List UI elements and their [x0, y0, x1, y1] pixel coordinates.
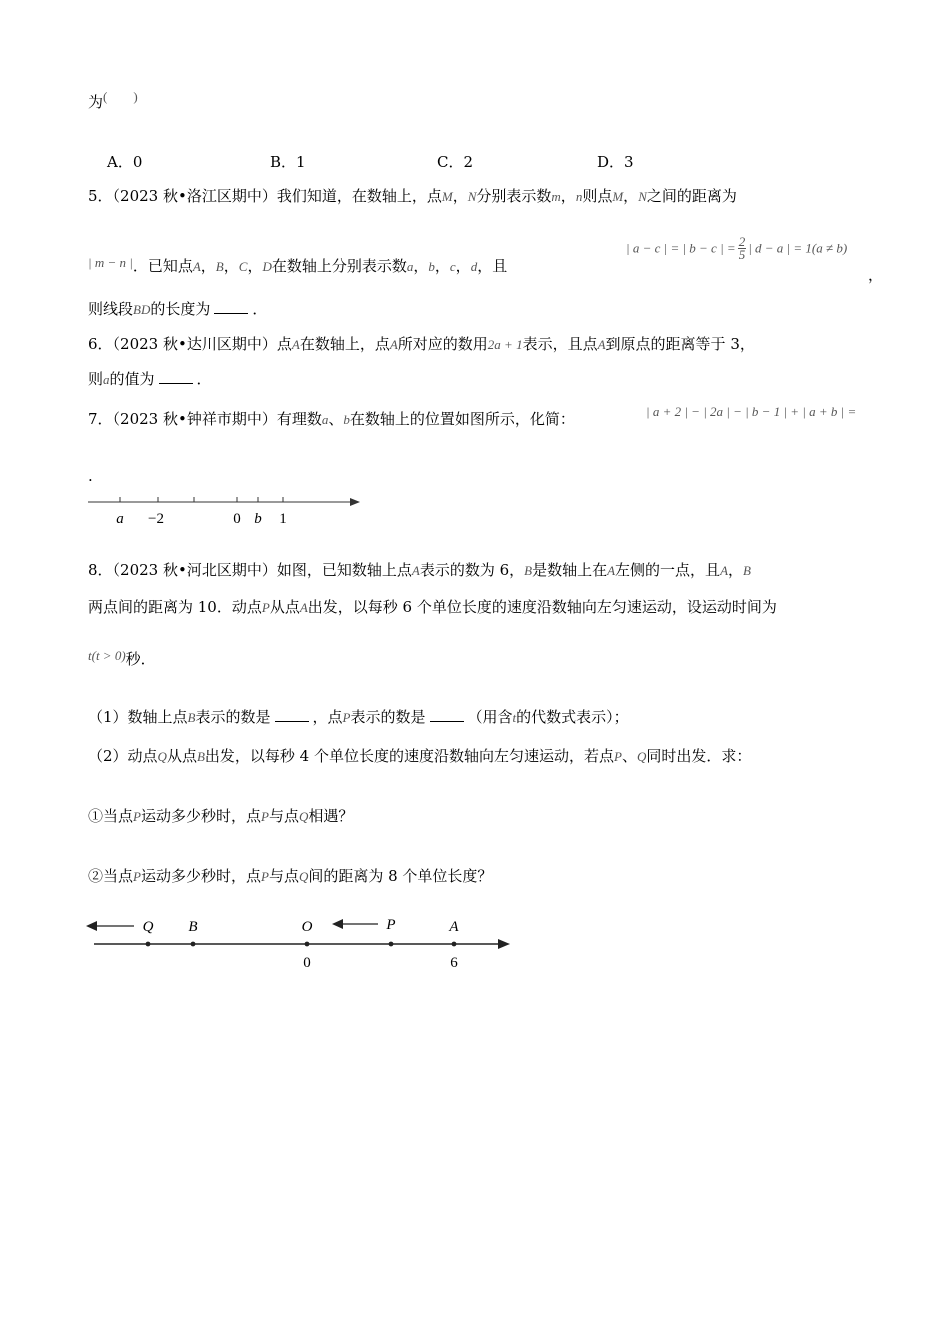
q5-line-1: 5．（2023 秋•洛江区期中）我们知道，在数轴上，点M，N分别表示数m，n则点M，N之间的距离为 — [88, 187, 737, 205]
q8-text: 间的距离为 8 个单位长度？ — [308, 867, 493, 885]
q5-point-d: D — [262, 259, 272, 274]
q5-var-n-point: N — [638, 189, 647, 204]
q8-point-q-dot — [146, 942, 151, 947]
q8-line-1: 8．（2023 秋•河北区期中）如图，已知数轴上点A表示的数为 6，B是数轴上在A左侧的一点，且A，B — [88, 561, 751, 579]
q8-text: 左侧的一点，且 — [615, 561, 721, 579]
q5-text: 在数轴上分别表示数 — [271, 257, 407, 275]
q4-option-b: B．1 — [270, 153, 306, 171]
q8-text: ①当点 — [88, 807, 134, 825]
q8-point-a: A — [299, 600, 308, 615]
q8-blank-p[interactable] — [430, 707, 464, 722]
q8-sub1 — [88, 806, 353, 827]
q5-comma: ， — [868, 266, 884, 284]
q8-label-p: P — [386, 917, 396, 933]
q8-label-o: O — [301, 919, 313, 935]
q8-point-p-dot — [389, 942, 394, 947]
q8-text: 从点 — [166, 747, 197, 765]
q8-var-t: t — [512, 710, 517, 725]
q5-var-b: b — [428, 259, 435, 274]
q4-tail-text: 为 — [88, 93, 104, 111]
q6-text: 的值为 — [109, 370, 155, 388]
q8-text: 两点间的距离为 10．动点 — [88, 598, 262, 616]
q5-segment-bd: BD — [133, 302, 151, 317]
q8-q-direction-arrowhead — [86, 921, 97, 931]
q7-number-line-figure — [84, 492, 374, 532]
q7-label-1: 1 — [279, 511, 287, 527]
q5-line-2: | m − n |．已知点A，B，C，D在数轴上分别表示数a，b，c，d，且 — [88, 255, 508, 275]
q5-var-d: d — [470, 259, 478, 274]
q8-point-b: B — [743, 563, 751, 578]
q7-axis-arrow — [350, 498, 360, 506]
q8-label-zero: 0 — [303, 955, 311, 971]
q8-part2: （2）动点Q从点B出发，以每秒 4 个单位长度的速度沿数轴向左匀速运动，若点P、Q同时出发．求： — [88, 747, 752, 765]
q5-line-3: 则线段BD的长度为 ． — [88, 300, 268, 318]
q8-point-q: Q — [298, 809, 309, 824]
q8-point-a: A — [411, 563, 420, 578]
q8-sub2 — [88, 866, 492, 887]
q8-text: ②当点 — [88, 867, 134, 885]
q6-text: 到原点的距离等于 3， — [605, 335, 755, 353]
q6-text: 表示，且点 — [522, 335, 598, 353]
q5-text: 则点 — [582, 187, 613, 205]
q5-number: 5． — [88, 187, 113, 205]
q8-point-b: B — [187, 710, 196, 725]
q5-abs-m-minus-n: | m − n | — [88, 255, 133, 270]
q7-sep: 、 — [328, 410, 344, 428]
q5-text: 我们知道，在数轴上，点 — [276, 187, 442, 205]
q5-point-b: B — [215, 259, 224, 274]
q4-option-c: C．2 — [437, 153, 474, 171]
q8-text: 表示的数为 6， — [419, 561, 525, 579]
q8-point-p: P — [133, 809, 141, 824]
q8-point-q: Q — [298, 869, 309, 884]
q6-text: 所对应的数用 — [397, 335, 488, 353]
q7-line-2: . — [88, 467, 93, 485]
q8-point-p: P — [260, 869, 269, 884]
q5-fraction — [738, 236, 747, 261]
q5-text: 的长度为 — [150, 300, 211, 318]
q8-text: 秒． — [125, 650, 156, 668]
q8-blank-b[interactable] — [275, 707, 309, 722]
q8-text: （2）动点 — [88, 747, 158, 765]
q7-label-neg2: −2 — [148, 511, 164, 527]
q7-label-0: 0 — [233, 511, 241, 527]
q8-point-q: Q — [157, 749, 167, 764]
q8-text: 相遇？ — [308, 807, 354, 825]
q6-var-a: a — [103, 372, 110, 387]
q8-p-direction-arrowhead — [332, 919, 343, 929]
q8-label-q: Q — [142, 919, 154, 935]
q7-text: 有理数 — [276, 410, 322, 428]
q6-point-a: A — [597, 337, 606, 352]
q8-text: 与点 — [268, 867, 299, 885]
q8-label-six: 6 — [450, 955, 458, 971]
q8-part1 — [88, 707, 629, 728]
q5-var-n-point: N — [467, 189, 477, 204]
q8-time-expr: t(t > 0) — [88, 648, 126, 663]
q5-point-c: C — [238, 259, 248, 274]
q5-text: ．已知点 — [132, 257, 193, 275]
q5-frac-num: 2 — [738, 234, 746, 249]
q7-label-a: a — [116, 511, 124, 527]
q4-answer-paren: ( ) — [103, 89, 138, 104]
q6-point-a: A — [389, 337, 398, 352]
q8-point-p: P — [342, 710, 351, 725]
q5-cond-right: | d − a | = 1(a ≠ b) — [748, 240, 848, 256]
q8-text: 是数轴上在 — [532, 561, 608, 579]
q8-point-b: B — [524, 563, 533, 578]
q7-var-a: a — [321, 412, 329, 427]
q8-point-p: P — [133, 869, 141, 884]
q7-text: 在数轴上的位置如图所示，化简： — [349, 410, 575, 428]
q5-cond-left: | a − c | = | b − c | = — [626, 240, 736, 256]
q7-var-b: b — [343, 412, 350, 427]
q6-expression: 2a + 1 — [487, 337, 523, 352]
q5-var-m: m — [551, 189, 561, 204]
q8-text: 的代数式表示）； — [516, 708, 629, 726]
q8-source: （2023 秋•河北区期中） — [112, 561, 277, 579]
q8-text: 与点 — [268, 807, 299, 825]
q5-var-a: a — [406, 259, 414, 274]
q4-tail-line — [88, 89, 138, 113]
q5-text: ，且 — [477, 257, 508, 275]
q5-var-n: n — [575, 189, 583, 204]
q8-number: 8． — [88, 561, 113, 579]
q8-text: 表示的数是 — [350, 708, 426, 726]
q4-option-a: A．0 — [107, 153, 143, 171]
q8-label-a: A — [449, 919, 459, 935]
q8-text: （1）数轴上点 — [88, 708, 188, 726]
q8-number-line-figure — [82, 912, 522, 972]
q8-point-p: P — [260, 809, 269, 824]
q8-line-2 — [88, 597, 777, 618]
q7-line-1 — [88, 409, 575, 430]
q8-text: 如图，已知数轴上点 — [276, 561, 412, 579]
q8-line-3 — [88, 649, 156, 670]
q8-point-a: A — [720, 563, 729, 578]
q6-source: （2023 秋•达川区期中） — [112, 335, 277, 353]
q7-number: 7． — [88, 410, 113, 428]
q5-var-m-point: M — [612, 189, 624, 204]
q5-answer-blank[interactable] — [214, 299, 248, 314]
q8-point-a-dot — [452, 942, 457, 947]
q6-line-1 — [88, 334, 755, 355]
q5-source: （2023 秋•洛江区期中） — [112, 187, 277, 205]
q8-text: ，点 — [312, 708, 343, 726]
q5-text: 分别表示数 — [476, 187, 552, 205]
q8-text: 运动多少秒时，点 — [140, 807, 261, 825]
q7-expression: | a + 2 | − | 2a | − | b − 1 | + | a + b | = — [646, 404, 857, 419]
q5-point-a: A — [192, 259, 201, 274]
q5-condition-formula — [626, 236, 847, 261]
q6-text: 则 — [88, 370, 104, 388]
q8-text: 出发，以每秒 4 个单位长度的速度沿数轴向左匀速运动，若点 — [204, 747, 614, 765]
q8-label-b: B — [188, 919, 198, 935]
q5-var-m-point: M — [441, 189, 453, 204]
q6-answer-blank[interactable] — [159, 369, 193, 384]
q5-text: 则线段 — [88, 300, 134, 318]
q5-var-c: c — [449, 259, 456, 274]
q8-text: 从点 — [269, 598, 300, 616]
q8-axis-arrow — [498, 939, 510, 949]
q6-point-a: A — [291, 337, 300, 352]
q8-point-b-dot — [191, 942, 196, 947]
q7-source: （2023 秋•钟祥市期中） — [112, 410, 277, 428]
q6-text: 点 — [276, 335, 292, 353]
q6-number: 6． — [88, 335, 113, 353]
q8-point-a: A — [607, 563, 616, 578]
q5-frac-den: 5 — [738, 247, 746, 262]
q8-text: 运动多少秒时，点 — [140, 867, 261, 885]
q8-text: 出发，以每秒 6 个单位长度的速度沿数轴向左匀速运动，设运动时间为 — [307, 598, 777, 616]
q6-line-2: 则a的值为 ． — [88, 370, 212, 388]
q8-point-p: P — [261, 600, 270, 615]
q5-text: 之间的距离为 — [646, 187, 737, 205]
q8-point-q: Q — [636, 749, 647, 764]
q8-point-o-dot — [305, 942, 310, 947]
q8-text: 表示的数是 — [195, 708, 271, 726]
q6-text: 在数轴上，点 — [299, 335, 390, 353]
q7-label-b: b — [254, 511, 262, 527]
q8-point-p: P — [614, 749, 622, 764]
q8-point-b: B — [196, 749, 205, 764]
q8-text: （用含 — [467, 708, 513, 726]
q4-option-d: D．3 — [597, 153, 634, 171]
q8-text: 同时出发．求： — [646, 747, 752, 765]
